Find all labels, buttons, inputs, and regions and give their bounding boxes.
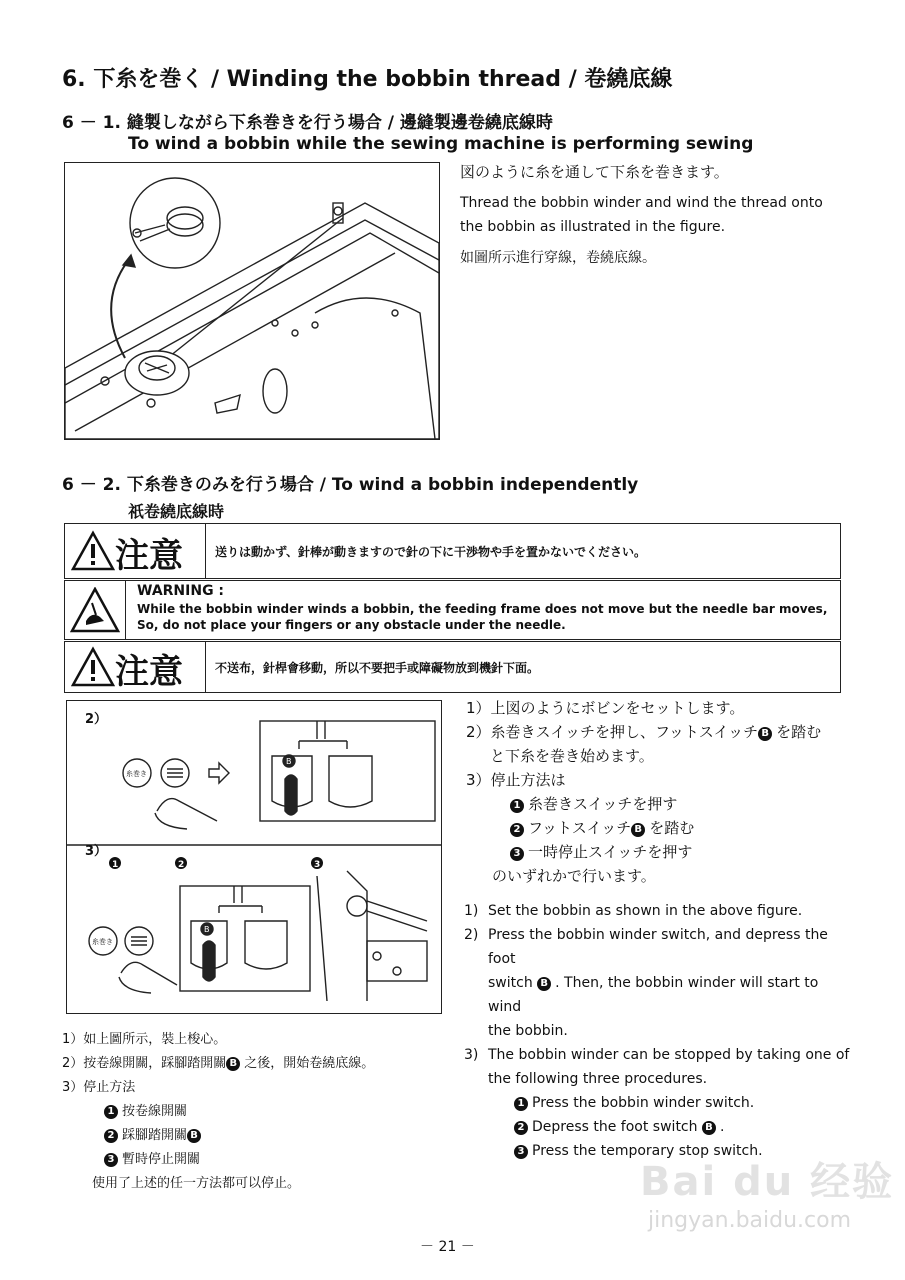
zh-step-end: 使用了上述的任一方法都可以停止。 (92, 1176, 301, 1191)
en-step-2-line-a: Press the bobbin winder switch, and depress the foot (488, 927, 828, 967)
zh-procedure-3-text: 暫時停止開關 (122, 1152, 201, 1167)
fig-label-2: 2） (85, 712, 108, 727)
jp-procedure-2 (466, 816, 821, 840)
en-procedure-2-text: Depress the foot switch (532, 1119, 698, 1135)
jp-procedure-2-text: フットスイッチ (528, 819, 632, 837)
jp-step-1: 1）上図のようにボビンをセットします。 (466, 699, 745, 717)
circled-2-icon: 2 (510, 823, 524, 837)
section-1-en-text: Thread the bobbin winder and wind the thread onto the bobbin as illustrated in the figure. (460, 195, 823, 235)
zh-step-2 (62, 1052, 374, 1076)
jp-procedure-1-text: 糸巻きスイッチを押す (528, 795, 678, 813)
page-number: － 21 － (420, 1239, 475, 1255)
section-1-zh-text: 如圖所示進行穿線，卷繞底線。 (460, 250, 656, 266)
jp-steps (466, 696, 821, 888)
jp-procedure-1 (466, 792, 821, 816)
jp-step-2-text: 2）糸巻きスイッチを押し、フットスイッチ (466, 723, 759, 741)
section-2-heading: 6 － 2. 下糸巻きのみを行う場合 / To wind a bobbin independently (62, 475, 639, 495)
circled-b-icon: B (187, 1129, 201, 1143)
caution-zh-text: 不送布，針桿會移動，所以不要把手或障礙物放到機針下面。 (215, 661, 540, 675)
section-1-heading: 6 － 1. 縫製しながら下糸巻きを行う場合 / 邊縫製邊卷繞底線時 (62, 113, 553, 133)
circled-b-icon: B (226, 1057, 240, 1071)
fig-num-2: 2 (178, 860, 185, 870)
fig-label-3: 3） (85, 844, 108, 859)
zh-step-2-end: 之後，開始卷繞底線。 (244, 1056, 375, 1071)
en-procedure-2 (464, 1115, 854, 1139)
jp-step-2 (466, 720, 821, 744)
en-step-2-num: 2) (464, 927, 479, 943)
jp-step-2-end: を踏む (776, 723, 822, 741)
en-procedure-1-text: Press the bobbin winder switch. (532, 1095, 755, 1111)
caution-label-box (65, 524, 206, 578)
page-title: 6. 下糸を巻く / Winding the bobbin thread / 卷繞底線 (62, 67, 673, 92)
jp-procedure-2-end: を踏む (649, 819, 695, 837)
circled-2-icon: 2 (104, 1129, 118, 1143)
circled-b-icon: B (758, 727, 772, 741)
en-procedure-3-text: Press the temporary stop switch. (532, 1143, 763, 1159)
zh-procedure-1-text: 按卷線開關 (122, 1104, 188, 1119)
warning-triangle-icon (71, 530, 115, 572)
caution-label-box-zh (65, 642, 206, 692)
sewing-machine-illustration (65, 163, 439, 439)
circled-1-icon: 1 (510, 799, 524, 813)
en-step-3 (464, 1043, 854, 1091)
jp-step-3: 3）停止方法は (466, 771, 566, 789)
zh-procedure-1 (62, 1100, 374, 1124)
hand-caution-icon (70, 587, 120, 633)
zh-procedure-3 (62, 1148, 374, 1172)
circled-1-icon: 1 (104, 1105, 118, 1119)
bobbin-winder-illustration (67, 701, 441, 1013)
circled-1-icon: 1 (514, 1097, 528, 1111)
circled-3-icon: 3 (104, 1153, 118, 1167)
section-2-heading-zh: 祇卷繞底線時 (128, 502, 225, 521)
warning-en (64, 580, 841, 640)
en-procedure-1 (464, 1091, 854, 1115)
circled-b-icon: B (537, 977, 551, 991)
fig-num-1: 1 (112, 860, 119, 870)
circled-b-icon: B (702, 1121, 716, 1135)
en-step-2-then: . Then, the bobbin winder will start to wind (488, 975, 819, 1015)
zh-procedure-2 (62, 1124, 374, 1148)
zh-step-2-text: 2）按卷線開關，踩腳踏開關 (62, 1056, 227, 1071)
fig-num-3: 3 (314, 860, 321, 870)
warning-triangle-icon (71, 646, 115, 688)
en-step-3-line-b: the following three procedures. (488, 1071, 708, 1087)
en-step-1-num: 1) (464, 903, 479, 919)
switch-label: 糸巻き (126, 770, 147, 778)
en-step-2 (464, 923, 854, 1043)
caution-jp (64, 523, 841, 579)
pedal-letter-3: B (204, 925, 210, 934)
circled-2-icon: 2 (514, 1121, 528, 1135)
circled-b-icon: B (631, 823, 645, 837)
caution-label-zh: 注意 (115, 652, 183, 692)
caution-zh (64, 641, 841, 693)
circled-3-icon: 3 (510, 847, 524, 861)
warning-en-icon-box (65, 581, 126, 639)
jp-step-2-cont: と下糸を巻き始めます。 (490, 747, 654, 765)
bobbin-winder-figure (66, 700, 442, 1014)
jp-procedure-3 (466, 840, 821, 864)
jp-step-3-end: のいずれかで行います。 (492, 867, 656, 885)
section-1-jp-text: 図のように糸を通して下糸を巻きます。 (460, 163, 729, 181)
caution-label: 注意 (115, 536, 183, 576)
zh-step-3: 3）停止方法 (62, 1080, 136, 1095)
en-step-2-line-b (488, 971, 854, 1019)
zh-steps (62, 1028, 374, 1196)
en-procedure-2-end: . (719, 1119, 725, 1135)
en-step-3-line-a: The bobbin winder can be stopped by taking one of (488, 1047, 850, 1063)
zh-step-1: 1）如上圖所示，裝上梭心。 (62, 1032, 227, 1047)
en-step-2-line-d: the bobbin. (488, 1023, 568, 1039)
en-step-1-text: Set the bobbin as shown in the above figure. (488, 903, 803, 919)
en-step-2-switch: switch (488, 975, 533, 991)
circled-3-icon: 3 (514, 1145, 528, 1159)
caution-jp-text: 送りは動かず、針棒が動きますので針の下に干渉物や手を置かないでください。 (215, 545, 647, 559)
warning-en-text: While the bobbin winder winds a bobbin, the feeding frame does not move but the needle bar moves, So, do not place your fingers or any obstacle under the needle. (137, 602, 828, 632)
watermark-url: jingyan.baidu.com (648, 1208, 852, 1233)
zh-procedure-2-text: 踩腳踏開關 (122, 1128, 188, 1143)
sewing-machine-figure (64, 162, 440, 440)
switch-label-3: 糸巻き (92, 938, 113, 946)
pedal-letter: B (286, 757, 292, 766)
en-step-3-num: 3) (464, 1047, 479, 1063)
watermark-brand: Bai du 经验 (640, 1159, 895, 1205)
jp-procedure-3-text: 一時停止スイッチを押す (528, 843, 693, 861)
warning-en-title: WARNING : (137, 583, 225, 599)
en-steps (464, 899, 854, 1163)
section-1-heading-en: To wind a bobbin while the sewing machine is performing sewing (128, 134, 754, 154)
en-step-1 (464, 899, 854, 923)
